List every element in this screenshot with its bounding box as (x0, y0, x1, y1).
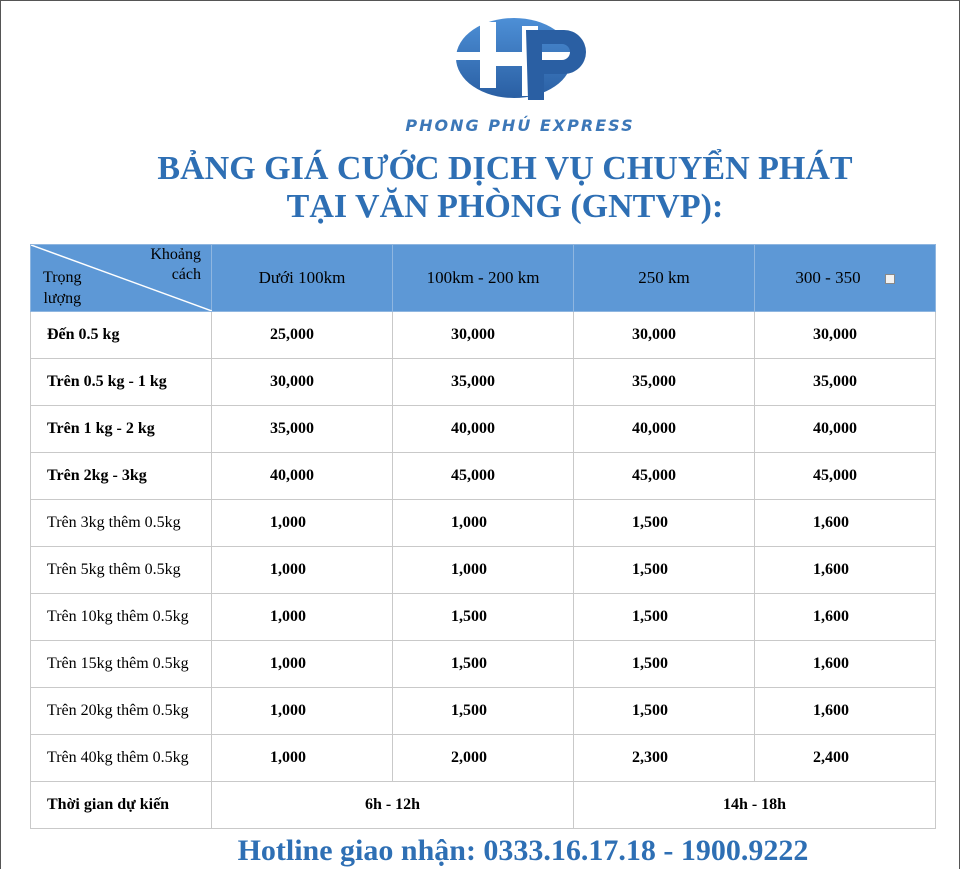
price-cell: 45,000 (574, 453, 755, 500)
price-cell: 1,500 (393, 594, 574, 641)
header-row (31, 245, 936, 312)
price-cell: 40,000 (393, 406, 574, 453)
column-header-300-350km-label: 300 - 350 (795, 268, 861, 287)
price-cell: 1,600 (755, 547, 936, 594)
price-cell: 1,000 (212, 641, 393, 688)
price-cell: 1,000 (212, 500, 393, 547)
table-row (31, 735, 936, 782)
price-cell: 1,000 (393, 547, 574, 594)
delivery-time-row (31, 782, 936, 829)
price-cell: 45,000 (755, 453, 936, 500)
price-cell: 30,000 (393, 312, 574, 359)
table-row (31, 547, 936, 594)
row-label: Trên 20kg thêm 0.5kg (31, 688, 212, 735)
price-cell: 1,600 (755, 500, 936, 547)
price-cell: 40,000 (574, 406, 755, 453)
delivery-time-label: Thời gian dự kiến (31, 782, 212, 829)
price-cell: 35,000 (212, 406, 393, 453)
row-label: Trên 0.5 kg - 1 kg (31, 359, 212, 406)
table-row (31, 688, 936, 735)
column-header-250km: 250 km (574, 245, 755, 312)
title-line-2: TẠI VĂN PHÒNG (GNTVP): (286, 188, 724, 225)
price-cell: 2,400 (755, 735, 936, 782)
title-line-1: BẢNG GIÁ CƯỚC DỊCH VỤ CHUYỂN PHÁT (157, 150, 853, 187)
table-row (31, 641, 936, 688)
price-cell: 25,000 (212, 312, 393, 359)
row-label: Đến 0.5 kg (31, 312, 212, 359)
table-row (31, 594, 936, 641)
table-row (31, 359, 936, 406)
price-cell: 45,000 (393, 453, 574, 500)
table-row (31, 453, 936, 500)
price-cell: 40,000 (755, 406, 936, 453)
delivery-time-near: 6h - 12h (212, 782, 574, 829)
price-cell: 1,500 (574, 594, 755, 641)
price-cell: 1,500 (574, 641, 755, 688)
price-cell: 35,000 (393, 359, 574, 406)
row-label: Trên 15kg thêm 0.5kg (31, 641, 212, 688)
filter-checkbox-icon[interactable] (885, 274, 895, 284)
price-cell: 1,000 (212, 594, 393, 641)
price-cell: 40,000 (212, 453, 393, 500)
row-label: Trên 3kg thêm 0.5kg (31, 500, 212, 547)
weight-label: Trọng lượng (43, 269, 82, 307)
row-label: Trên 5kg thêm 0.5kg (31, 547, 212, 594)
price-cell: 1,000 (212, 735, 393, 782)
price-cell: 30,000 (574, 312, 755, 359)
price-cell: 1,000 (393, 500, 574, 547)
row-label: Trên 10kg thêm 0.5kg (31, 594, 212, 641)
table-row (31, 312, 936, 359)
column-header-300-350km (755, 245, 936, 312)
column-header-under-100km: Dưới 100km (212, 245, 393, 312)
hp-logo (452, 12, 592, 104)
price-cell: 1,500 (393, 688, 574, 735)
column-header-100-200km: 100km - 200 km (393, 245, 574, 312)
price-cell: 2,300 (574, 735, 755, 782)
table-row (31, 500, 936, 547)
price-cell: 1,000 (212, 688, 393, 735)
brand-name: PHONG PHÚ EXPRESS (405, 116, 635, 135)
price-cell: 35,000 (574, 359, 755, 406)
price-cell: 1,500 (574, 688, 755, 735)
delivery-time-far: 14h - 18h (574, 782, 936, 829)
price-cell: 1,600 (755, 641, 936, 688)
price-cell: 30,000 (212, 359, 393, 406)
table-row (31, 406, 936, 453)
price-cell: 1,600 (755, 688, 936, 735)
price-cell: 1,000 (212, 547, 393, 594)
row-label: Trên 40kg thêm 0.5kg (31, 735, 212, 782)
price-cell: 35,000 (755, 359, 936, 406)
distance-label: Khoảng cách (150, 246, 201, 283)
price-cell: 1,500 (393, 641, 574, 688)
corner-header-cell (31, 245, 212, 312)
row-label: Trên 1 kg - 2 kg (31, 406, 212, 453)
hotline-text: Hotline giao nhận: 0333.16.17.18 - 1900.9222 (237, 834, 809, 867)
price-table (30, 244, 936, 829)
price-cell: 1,500 (574, 500, 755, 547)
price-cell: 1,500 (574, 547, 755, 594)
price-cell: 1,600 (755, 594, 936, 641)
price-cell: 30,000 (755, 312, 936, 359)
price-cell: 2,000 (393, 735, 574, 782)
row-label: Trên 2kg - 3kg (31, 453, 212, 500)
